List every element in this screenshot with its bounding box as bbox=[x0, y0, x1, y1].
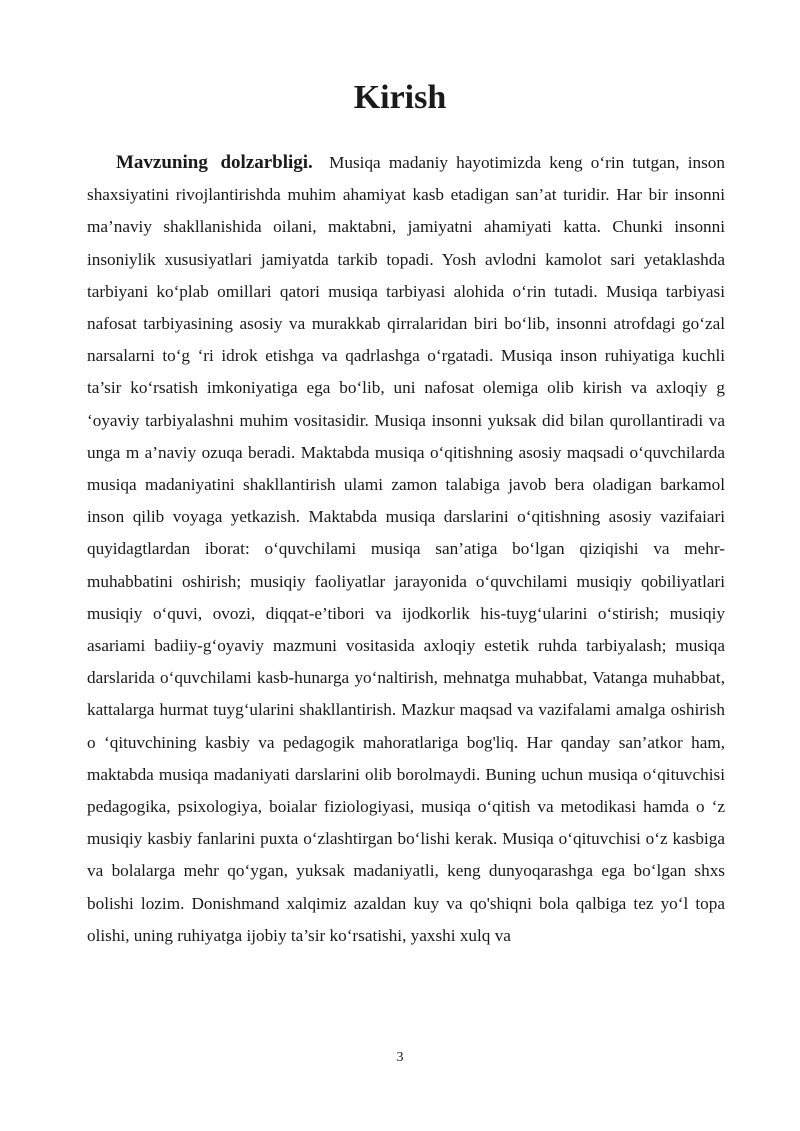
paragraph-text: Musiqa madaniy hayotimizda keng o‘rin tutgan, inson shaxsiyatini rivojlantirishda muhim ahamiyat kasb etadigan san’at turidir. Har bir insonni ma’naviy shakllanishida oilani, maktabni, jamiyatni ahamiyati katta. Chunki insonni insoniylik xususiyatlari jamiyatda tarkib topadi. Yosh avlodni kamolot sari yetaklashda tarbiyani ko‘plab omillari qatori musiqa tarbiyasi alohida o‘rin tutadi. Musiqa tarbiyasi nafosat tarbiyasining asosiy va murakkab qirralaridan biri bo‘lib, insonni atrofdagi go‘zal narsalarni to‘g ‘ri idrok etishga va qadrlashga o‘rgatadi. Musiqa inson ruhiyatiga kuchli ta’sir ko‘rsatish imkoniyatiga ega bo‘lib, uni nafosat olemiga olib kirish va axloqiy g ‘oyaviy tarbiyalashni muhim vositasidir. Musiqa insonni yuksak did bilan qurollantiradi va unga m a’naviy ozuqa beradi. Maktabda musiqa o‘qitishning asosiy maqsadi o‘quvchilarda musiqa madaniyatini shakllantirish ulami zamon talabiga javob bera oladigan barkamol inson qilib voyaga yetkazish. Maktabda musiqa darslarini o‘qitishning asosiy vazifaiari quyidagtlardan iborat: o‘quvchilami musiqa san’atiga bo‘lgan qiziqishi va mehr-muhabbatini oshirish; musiqiy faoliyatlar jarayonida o‘quvchilami musiqiy qobiliyatlari musiqiy o‘quvi, ovozi, diqqat-e’tibori va ijodkorlik his-tuyg‘ularini o‘stirish; musiqiy asariami badiiy-g‘oyaviy mazmuni vositasida axloqiy estetik ruhda tarbiyalash; musiqa darslarida o‘quvchilami kasb-hunarga yo‘naltirish, mehnatga muhabbat, Vatanga muhabbat, kattalarga hurmat tuyg‘ularini shakllantirish. Mazkur maqsad va vazifalami amalga oshirish o ‘qituvchining kasbiy va pedagogik mahoratlariga bog'liq. Har qanday san’atkor ham, maktabda musiqa madaniyati darslarini olib borolmaydi. Buning uchun musiqa o‘qituvchisi pedagogika, psixologiya, boialar fiziologiyasi, musiqa o‘qitish va metodikasi hamda o ‘z musiqiy kasbiy fanlarini puxta o‘zlashtirgan bo‘lishi kerak. Musiqa o‘qituvchisi o‘z kasbiga va bolalarga mehr qo‘ygan, yuksak madaniyatli, keng dunyoqarashga ega bo‘lgan shxs bolishi lozim. Donishmand xalqimiz azaldan kuy va qo'shiqni bola qalbiga tez yo‘l topa olishi, uning ruhiyatga ijobiy ta’sir ko‘rsatishi, yaxshi xulq va bbox=[87, 153, 725, 945]
lead-heading: Mavzuning dolzarbligi. bbox=[116, 152, 313, 173]
page-title: Kirish bbox=[353, 79, 447, 116]
page-number: 3 bbox=[396, 1050, 404, 1065]
body-paragraph bbox=[87, 147, 725, 952]
